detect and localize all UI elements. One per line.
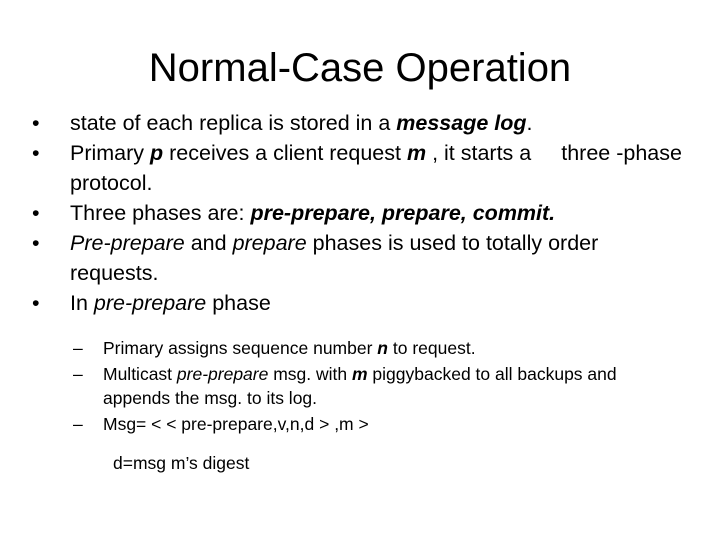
sub-text: Primary assigns sequence number — [103, 338, 378, 358]
bullet-list — [32, 108, 692, 318]
bullet-item — [32, 198, 692, 228]
dash-marker: – — [73, 414, 83, 434]
bullet-text: receives a client request — [163, 141, 407, 165]
bullet-text: and — [184, 231, 233, 255]
sub-text: to request. — [388, 338, 476, 358]
sub-item — [73, 362, 673, 410]
sub-item — [73, 412, 673, 436]
italic-text: pre-prepare — [93, 291, 207, 315]
emphasis-text: m — [406, 141, 427, 165]
bullet-marker: • — [32, 141, 40, 165]
bullet-item — [32, 138, 692, 198]
bullet-text: phase — [206, 291, 271, 315]
sub-text: msg. with — [268, 364, 352, 384]
bullet-item — [32, 228, 692, 288]
emphasis-text: n — [377, 338, 388, 358]
bullet-text: Three phases are: — [70, 201, 251, 225]
bullet-text: , it starts a — [426, 141, 532, 165]
bullet-text: In — [70, 291, 94, 315]
emphasis-text: pre-prepare, prepare, commit. — [250, 201, 556, 225]
sub-text: piggybacked to all backups and appends the msg. to its log. — [103, 364, 617, 408]
bullet-item — [32, 288, 692, 318]
bullet-marker: • — [32, 201, 40, 225]
bullet-text: state of each replica is stored in a — [70, 111, 397, 135]
bullet-text: phases is used to totally order requests. — [70, 231, 599, 285]
emphasis-text: message log — [396, 111, 527, 135]
dash-marker: – — [73, 338, 83, 358]
italic-text: prepare — [232, 231, 307, 255]
sub-text: Multicast — [103, 364, 177, 384]
bullet-text: . — [526, 111, 533, 135]
slide-title: Normal-Case Operation — [148, 46, 572, 90]
bullet-text: Primary — [70, 141, 151, 165]
bullet-marker: • — [32, 231, 40, 255]
digest-note: d=msg m’s digest — [113, 453, 250, 473]
sub-list — [73, 336, 673, 438]
bullet-text: three -phase protocol. — [70, 141, 682, 195]
emphasis-text: p — [150, 141, 164, 165]
emphasis-text: m — [352, 364, 368, 384]
sub-text: Msg= < < pre-prepare,v,n,d > ,m > — [103, 414, 369, 434]
bullet-item — [32, 108, 692, 138]
bullet-marker: • — [32, 291, 40, 315]
italic-text: pre-prepare — [176, 364, 269, 384]
dash-marker: – — [73, 364, 83, 384]
italic-text: Pre-prepare — [70, 231, 185, 255]
bullet-marker: • — [32, 111, 40, 135]
sub-item — [73, 336, 673, 360]
